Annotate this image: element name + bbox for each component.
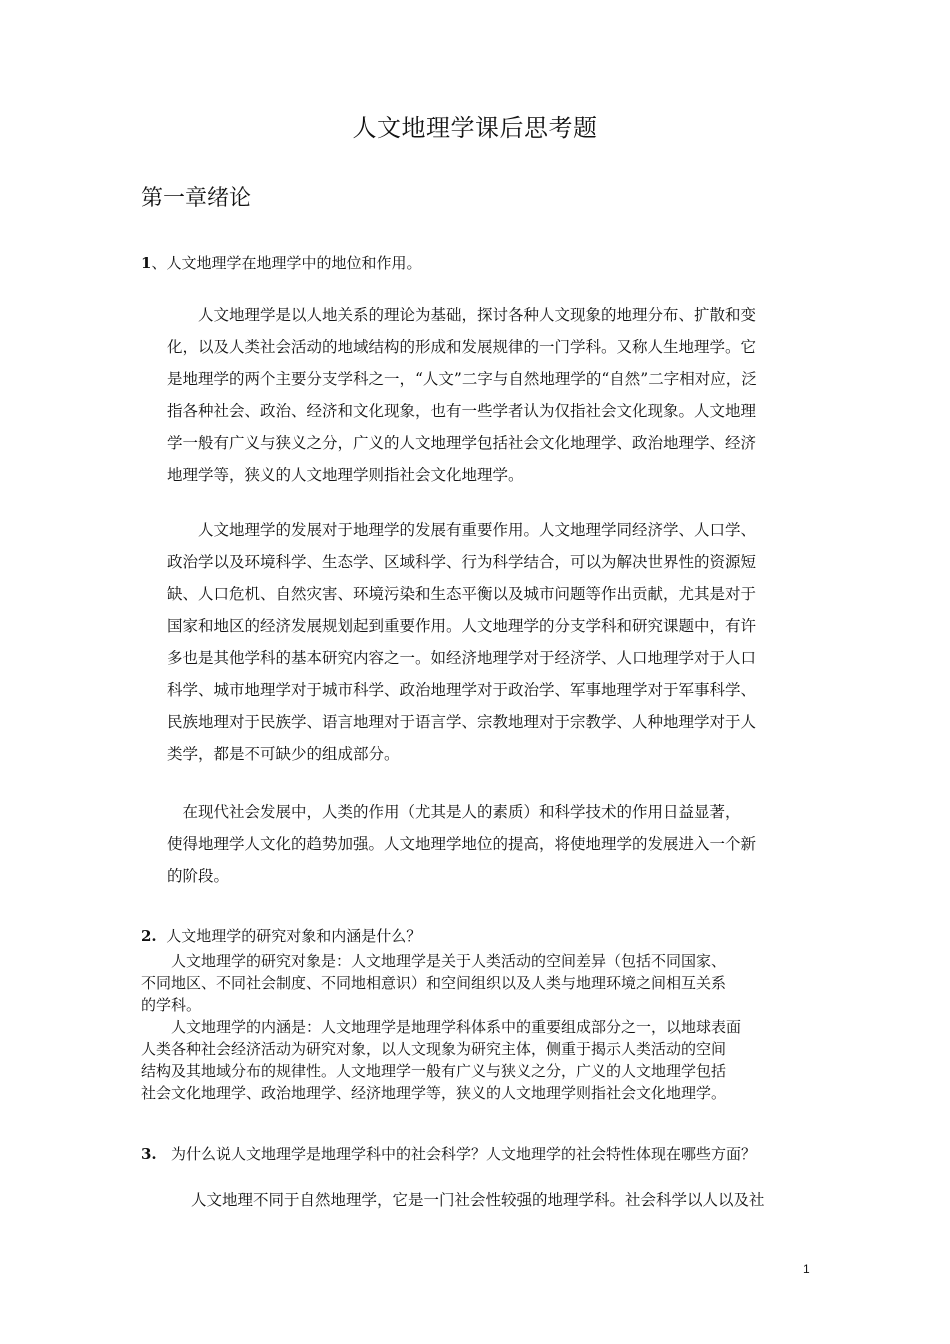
text-line: 人文地理学的内涵是：人文地理学是地理学科体系中的重要组成部分之一，以地球表面 xyxy=(141,1018,742,1036)
text-line: 社会文化地理学、政治地理学、经济地理学等，狭义的人文地理学则指社会文化地理学。 xyxy=(141,1084,727,1102)
text-line: 在现代社会发展中，人类的作用（尤其是人的素质）和科学技术的作用日益显著， xyxy=(167,803,741,821)
text-line: 的学科。 xyxy=(141,996,202,1014)
text-line: 民族地理对于民族学、语言地理对于语言学、宗教地理对于宗教学、人种地理学对于人 xyxy=(167,713,757,731)
question-text: 为什么说人文地理学是地理学科中的社会科学？人文地理学的社会特性体现在哪些方面？ xyxy=(170,1145,756,1163)
page-number: 1 xyxy=(803,1262,810,1276)
question-text: 人文地理学的研究对象和内涵是什么？ xyxy=(166,927,422,945)
question-number: 3. xyxy=(141,1145,157,1163)
text-line: 结构及其地域分布的规律性。人文地理学一般有广义与狭义之分，广义的人文地理学包括 xyxy=(141,1062,727,1080)
text-line: 多也是其他学科的基本研究内容之一。如经济地理学对于经济学、人口地理学对于人口 xyxy=(167,649,757,667)
text-line: 不同地区、不同社会制度、不同地相意识）和空间组织以及人类与地理环境之间相互关系 xyxy=(141,974,727,992)
answer-3 xyxy=(160,1184,810,1216)
text-line: 人文地理学是以人地关系的理论为基础，探讨各种人文现象的地理分布、扩散和变 xyxy=(167,306,757,324)
answer-1-paragraph-1 xyxy=(167,299,817,491)
question-text: 、人文地理学在地理学中的地位和作用。 xyxy=(151,254,422,272)
answer-1-paragraph-2 xyxy=(167,514,817,770)
chapter-heading: 第一章绪论 xyxy=(141,186,252,211)
text-line: 缺、人口危机、自然灾害、环境污染和生态平衡以及城市问题等作出贡献，尤其是对于 xyxy=(167,585,757,603)
answer-2 xyxy=(141,950,821,1104)
text-line: 类学，都是不可缺少的组成部分。 xyxy=(167,745,400,763)
text-line: 学一般有广义与狭义之分，广义的人文地理学包括社会文化地理学、政治地理学、经济 xyxy=(167,434,757,452)
text-line: 化，以及人类社会活动的地域结构的形成和发展规律的一门学科。又称人生地理学。它 xyxy=(167,338,757,356)
text-line: 地理学等，狭义的人文地理学则指社会文化地理学。 xyxy=(167,466,524,484)
text-line: 使得地理学人文化的趋势加强。人文地理学地位的提高，将使地理学的发展进入一个新 xyxy=(167,835,757,853)
document-title: 人文地理学课后思考题 xyxy=(352,114,598,142)
answer-1-paragraph-3 xyxy=(167,796,817,892)
text-line: 是地理学的两个主要分支学科之一，“人文”二字与自然地理学的“自然”二字相对应，泛 xyxy=(167,370,757,388)
question-2 xyxy=(141,925,421,947)
text-line: 人文地理不同于自然地理学，它是一门社会性较强的地理学科。社会科学以人以及社 xyxy=(160,1191,765,1209)
question-number: 2. xyxy=(141,927,157,945)
text-line: 人文地理学的发展对于地理学的发展有重要作用。人文地理学同经济学、人口学、 xyxy=(167,521,757,539)
question-3 xyxy=(141,1143,756,1165)
text-line: 的阶段。 xyxy=(167,867,230,885)
question-number: 1 xyxy=(141,254,152,272)
text-line: 政治学以及环境科学、生态学、区域科学、行为科学结合，可以为解决世界性的资源短 xyxy=(167,553,757,571)
text-line: 科学、城市地理学对于城市科学、政治地理学对于政治学、军事地理学对于军事科学、 xyxy=(167,681,757,699)
text-line: 指各种社会、政治、经济和文化现象，也有一些学者认为仅指社会文化现象。人文地理 xyxy=(167,402,757,420)
text-line: 国家和地区的经济发展规划起到重要作用。人文地理学的分支学科和研究课题中，有许 xyxy=(167,617,757,635)
text-line: 人文地理学的研究对象是：人文地理学是关于人类活动的空间差异（包括不同国家、 xyxy=(141,952,727,970)
text-line: 人类各种社会经济活动为研究对象，以人文现象为研究主体，侧重于揭示人类活动的空间 xyxy=(141,1040,727,1058)
question-1 xyxy=(141,252,421,274)
